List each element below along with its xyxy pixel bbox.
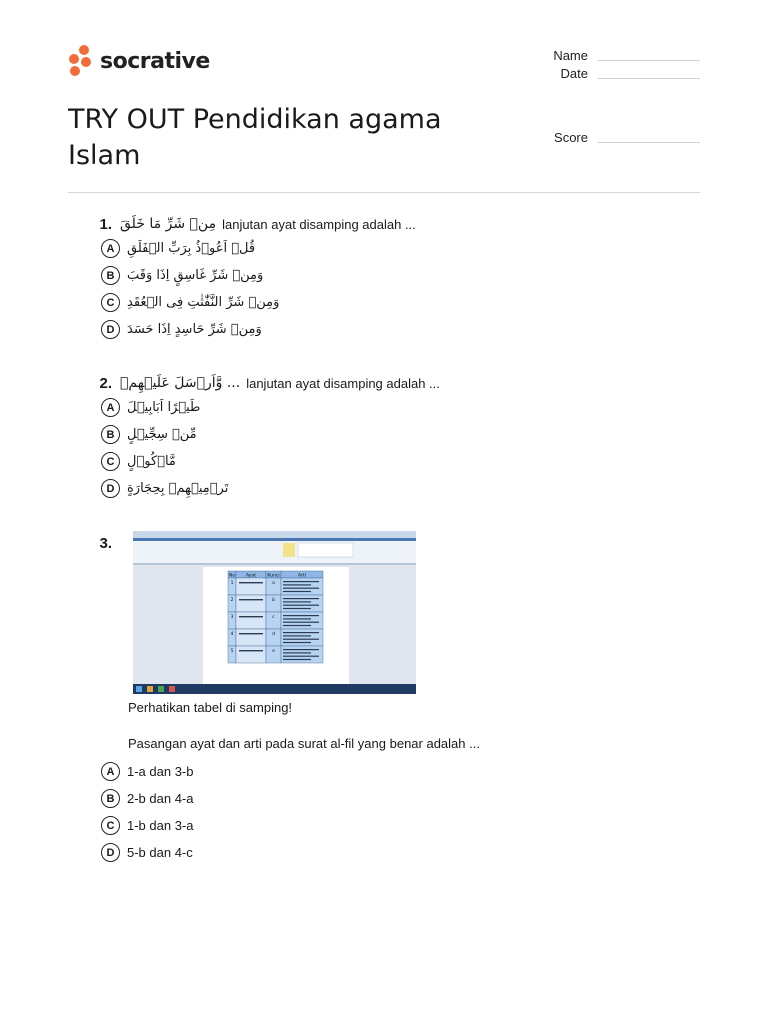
table-cell xyxy=(281,646,323,663)
option-label: قُلۡ اَعُوۡذُ بِرَبِّ الۡفَلَقِ xyxy=(127,241,256,256)
table-key-letter: d xyxy=(272,632,275,637)
option-label: طَيۡرًا اَبَابِيۡلَ xyxy=(127,400,201,415)
option-b[interactable] xyxy=(0,785,768,812)
option-label: مَّاۡكُوۡلٍ xyxy=(127,454,176,469)
table-text-line xyxy=(283,598,319,599)
word-document-screenshot xyxy=(133,531,416,694)
table-text-line xyxy=(283,632,319,633)
option-label: تَرۡمِيۡهِمۡ بِحِجَارَةٍ xyxy=(127,481,229,496)
table-ayat-line xyxy=(239,582,263,583)
table-cell xyxy=(236,646,266,663)
table-text-line xyxy=(283,635,311,636)
option-b[interactable] xyxy=(0,421,768,448)
question-number: 2. xyxy=(99,374,112,392)
table-text-line xyxy=(283,605,319,606)
option-letter-badge[interactable]: B xyxy=(101,425,120,444)
option-letter-badge[interactable]: A xyxy=(101,239,120,258)
option-label: 1-a dan 3-b xyxy=(127,764,194,779)
option-letter-badge[interactable]: C xyxy=(101,293,120,312)
date-line[interactable] xyxy=(598,68,700,79)
table-cell xyxy=(236,578,266,595)
table-header-label: No xyxy=(228,573,236,579)
option-letter-badge[interactable]: A xyxy=(101,398,120,417)
table-key-letter: c xyxy=(272,615,275,620)
table-row-number: 4 xyxy=(230,632,234,637)
question-3-body xyxy=(0,700,768,866)
table-text-line xyxy=(283,649,319,650)
question-arabic: وَّاَرۡسَلَ عَلَيۡهِمۡ ... xyxy=(120,375,241,391)
logo-icon xyxy=(68,44,94,78)
option-d[interactable] xyxy=(0,475,768,502)
option-d[interactable] xyxy=(0,839,768,866)
table-text-line xyxy=(283,581,319,582)
date-label: Date xyxy=(560,66,588,81)
table-ayat-line xyxy=(239,599,263,600)
option-letter-badge[interactable]: B xyxy=(101,266,120,285)
option-letter-badge[interactable]: D xyxy=(101,320,120,339)
page-title: TRY OUT Pendidikan agama Islam xyxy=(68,104,442,171)
question-text: Pasangan ayat dan arti pada surat al-fil yang benar adalah ... xyxy=(128,736,480,751)
option-label: 5-b dan 4-c xyxy=(127,845,193,860)
screenshot-table xyxy=(228,571,323,663)
table-row-number: 1 xyxy=(230,581,234,586)
option-label: وَمِنۡ شَرِّ حَاسِدٍ اِذَا حَسَدَ xyxy=(127,322,262,337)
name-field xyxy=(553,48,700,63)
table-key-letter: a xyxy=(272,581,275,586)
table-row-number: 2 xyxy=(230,598,234,603)
question-1 xyxy=(0,213,768,343)
score-label: Score xyxy=(554,130,588,145)
option-d[interactable] xyxy=(0,316,768,343)
option-letter-badge[interactable]: C xyxy=(101,452,120,471)
question-arabic: مِنۡ شَرِّ مَا خَلَقَ xyxy=(120,216,217,232)
brand-name: socrative xyxy=(100,48,210,74)
table-text-line xyxy=(283,659,311,660)
option-letter-badge[interactable]: D xyxy=(101,479,120,498)
table-key-letter: b xyxy=(272,598,275,603)
name-label: Name xyxy=(553,48,588,63)
table-row-number: 3 xyxy=(230,615,234,620)
option-label: وَمِنۡ شَرِّ النَّفّٰثٰتِ فِى الۡعُقَدِ xyxy=(127,295,280,310)
table-header-label: Ayat xyxy=(246,573,256,579)
table-cell xyxy=(281,629,323,646)
option-c[interactable] xyxy=(0,812,768,839)
date-field xyxy=(561,66,700,81)
option-label: مِّنۡ سِجِّيۡلٍ xyxy=(127,427,197,442)
table-text-line xyxy=(283,656,319,657)
score-line[interactable] xyxy=(598,132,700,143)
option-label: 1-b dan 3-a xyxy=(127,818,194,833)
option-c[interactable] xyxy=(0,289,768,316)
table-text-line xyxy=(283,608,311,609)
question-text: lanjutan ayat disamping adalah ... xyxy=(222,216,416,232)
table-text-line xyxy=(283,639,319,640)
option-label: 2-b dan 4-a xyxy=(127,791,194,806)
question-number: 1. xyxy=(99,215,112,233)
table-ayat-line xyxy=(239,633,263,634)
question-number: 3. xyxy=(99,534,112,552)
option-a[interactable] xyxy=(0,394,768,421)
table-cell xyxy=(236,612,266,629)
option-b[interactable] xyxy=(0,262,768,289)
header-divider xyxy=(68,192,700,193)
table-text-line xyxy=(283,584,311,585)
table-header-label: Kunci xyxy=(267,573,280,579)
table-text-line xyxy=(283,642,311,643)
table-header-label: Arti xyxy=(298,573,306,579)
name-line[interactable] xyxy=(598,50,700,61)
table-cell xyxy=(281,578,323,595)
option-a[interactable] xyxy=(0,758,768,785)
question-2 xyxy=(0,372,768,502)
option-letter-badge[interactable]: C xyxy=(101,816,120,835)
table-ayat-line xyxy=(239,650,263,651)
table-text-line xyxy=(283,622,319,623)
score-field xyxy=(554,130,700,145)
table-text-line xyxy=(283,652,311,653)
table-text-line xyxy=(283,588,319,589)
table-text-line xyxy=(283,591,311,592)
socrative-logo xyxy=(68,44,210,78)
table-ayat-line xyxy=(239,616,263,617)
table-text-line xyxy=(283,601,311,602)
table-row-number: 5 xyxy=(230,649,234,654)
table-cell xyxy=(236,595,266,612)
table-cell xyxy=(281,612,323,629)
question-text: lanjutan ayat disamping adalah ... xyxy=(246,375,440,391)
table-text-line xyxy=(283,615,319,616)
table-text-line xyxy=(283,618,311,619)
table-text-line xyxy=(283,625,311,626)
option-a[interactable] xyxy=(0,235,768,262)
option-letter-badge[interactable]: B xyxy=(101,789,120,808)
option-c[interactable] xyxy=(0,448,768,475)
table-cell xyxy=(281,595,323,612)
option-letter-badge[interactable]: D xyxy=(101,843,120,862)
table-key-letter: e xyxy=(272,649,275,654)
option-label: وَمِنۡ شَرِّ غَاسِقٍ اِذَا وَقَبَ xyxy=(127,268,264,283)
table-cell xyxy=(236,629,266,646)
question-instruction: Perhatikan tabel di samping! xyxy=(128,700,293,715)
option-letter-badge[interactable]: A xyxy=(101,762,120,781)
